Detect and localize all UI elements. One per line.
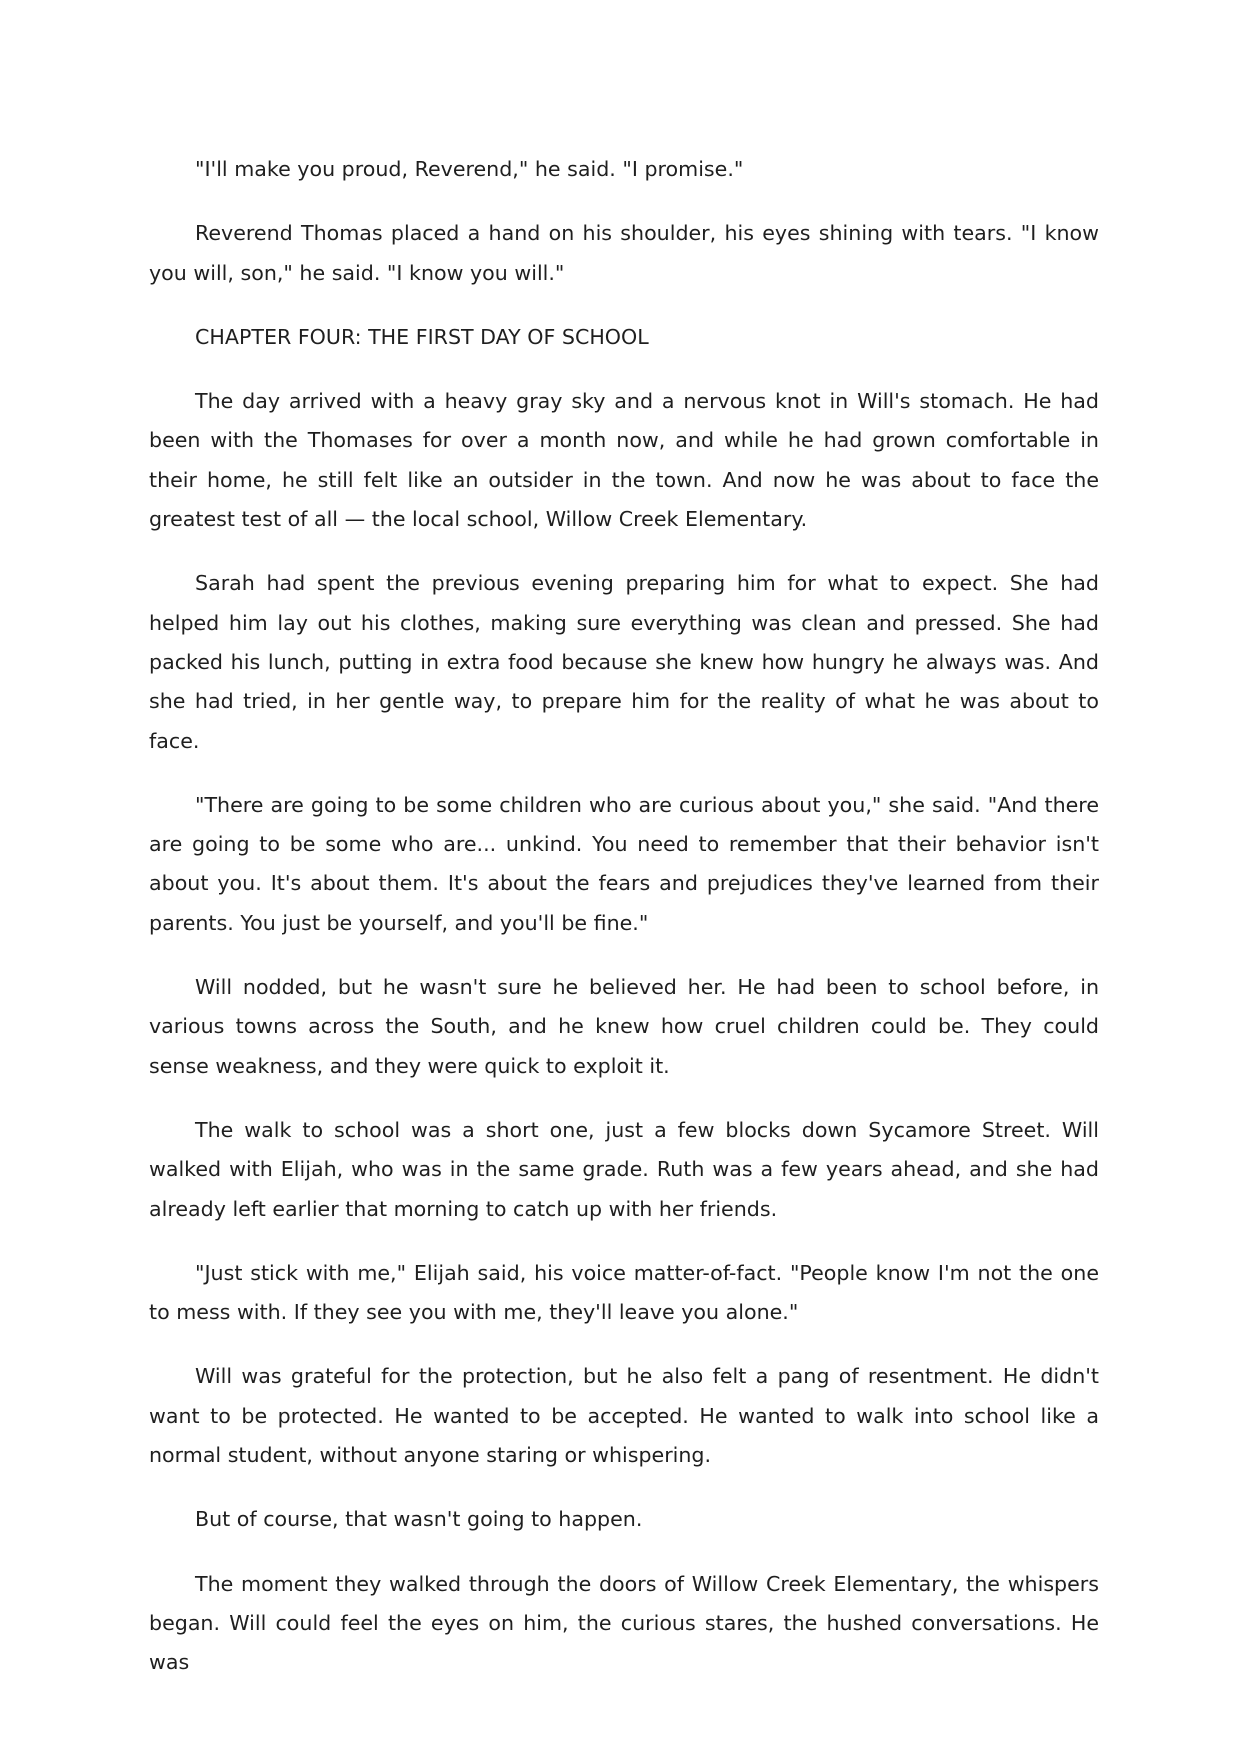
paragraph: "Just stick with me," Elijah said, his voice matter-of-fact. "People know I'm not the one to mess with. If they see you with me, they'll leave you alone." (149, 1260, 1099, 1325)
paragraph: "I'll make you proud, Reverend," he said. "I promise." (195, 157, 744, 181)
paragraph: Reverend Thomas placed a hand on his shoulder, his eyes shining with tears. "I know you will, son," he said. "I know you will." (149, 221, 1099, 285)
chapter-heading: CHAPTER FOUR: THE FIRST DAY OF SCHOOL (195, 324, 649, 349)
paragraph: The day arrived with a heavy gray sky and a nervous knot in Will's stomach. He had been with the Thomases for over a month now, and while he had grown comfortable in their home, he still felt like an outsider in the town. And now he was about to face the greatest test of all — the local school, Willow Creek Elementary. (149, 389, 1099, 532)
paragraph: The walk to school was a short one, just a few blocks down Sycamore Street. Will walked with Elijah, who was in the same grade. Ruth was a few years ahead, and she had already left earlier that morning to catch up with her friends. (149, 1117, 1099, 1221)
paragraph: Sarah had spent the previous evening preparing him for what to expect. She had helped him lay out his clothes, making sure everything was clean and pressed. She had packed his lunch, putting in extra food because she knew how hungry he always was. And she had tried, in her gentle way, to prepare him for the reality of what he was about to face. (149, 571, 1099, 753)
paragraph: Will nodded, but he wasn't sure he believed her. He had been to school before, in various towns across the South, and he knew how cruel children could be. They could sense weakness, and they were quick to exploit it. (149, 975, 1099, 1078)
paragraph: But of course, that wasn't going to happen. (195, 1507, 643, 1532)
paragraph: Will was grateful for the protection, but he also felt a pang of resentment. He didn't want to be protected. He wanted to be accepted. He wanted to walk into school like a normal student, without anyone staring or whispering. (149, 1364, 1099, 1468)
body-text (149, 150, 1099, 1708)
paragraph: The moment they walked through the doors of Willow Creek Elementary, the whispers began. Will could feel the eyes on him, the curious stares, the hushed conversations. He was (149, 1571, 1099, 1675)
paragraph: "There are going to be some children who are curious about you," she said. "And there are going to be some who are... unkind. You need to remember that their behavior isn't about you. It's about them. It's about the fears and prejudices they've learned from their parents. You just be yourself, and you'll be fine." (149, 792, 1099, 935)
